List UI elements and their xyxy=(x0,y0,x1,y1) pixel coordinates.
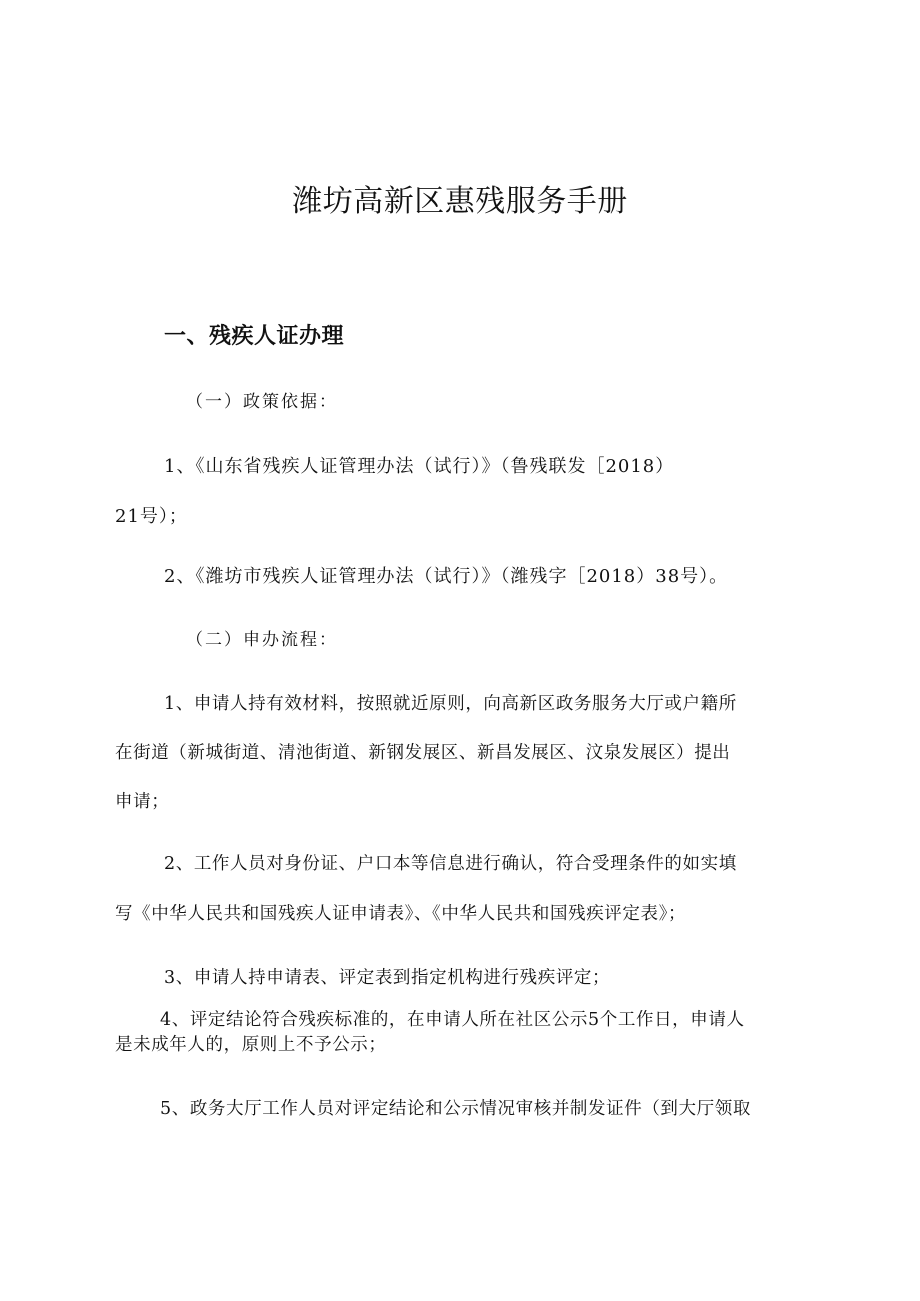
procedure-step-1-line-2: 在街道（新城街道、清池街道、新钢发展区、新昌发展区、汶泉发展区）提出 xyxy=(115,743,731,763)
policy-item-1-line-2: 21号）； xyxy=(115,506,188,527)
procedure-step-1-line-3: 申请； xyxy=(115,792,170,812)
procedure-step-2-line-2: 写《中华人民共和国残疾人证申请表》、《中华人民共和国残疾评定表》； xyxy=(115,904,687,924)
procedure-step-2-line-1: 2、工作人员对身份证、户口本等信息进行确认，符合受理条件的如实填 xyxy=(164,854,737,874)
policy-item-2: 2、《潍坊市残疾人证管理办法（试行）》（潍残字［2018）38号）。 xyxy=(164,566,729,587)
procedure-label: （二）申办流程： xyxy=(186,630,338,650)
policy-basis-label: （一）政策依据： xyxy=(186,392,338,412)
document-title: 潍坊高新区惠残服务手册 xyxy=(292,184,628,219)
procedure-step-4-line-1: 4、评定结论符合残疾标准的，在申请人所在社区公示5个工作日，申请人 xyxy=(160,1010,745,1030)
procedure-step-4-line-2: 是未成年人的，原则上不予公示； xyxy=(115,1035,387,1055)
procedure-step-5-line-1: 5、政务大厅工作人员对评定结论和公示情况审核并制发证件（到大厅领取 xyxy=(160,1099,751,1119)
procedure-step-3: 3、申请人持申请表、评定表到指定机构进行残疾评定； xyxy=(164,968,611,988)
procedure-step-1-line-1: 1、申请人持有效材料，按照就近原则，向高新区政务服务大厅或户籍所 xyxy=(164,694,737,714)
section-heading: 一、残疾人证办理 xyxy=(164,324,345,349)
policy-item-1-line-1: 1、《山东省残疾人证管理办法（试行）》（鲁残联发［2018） xyxy=(164,456,675,477)
